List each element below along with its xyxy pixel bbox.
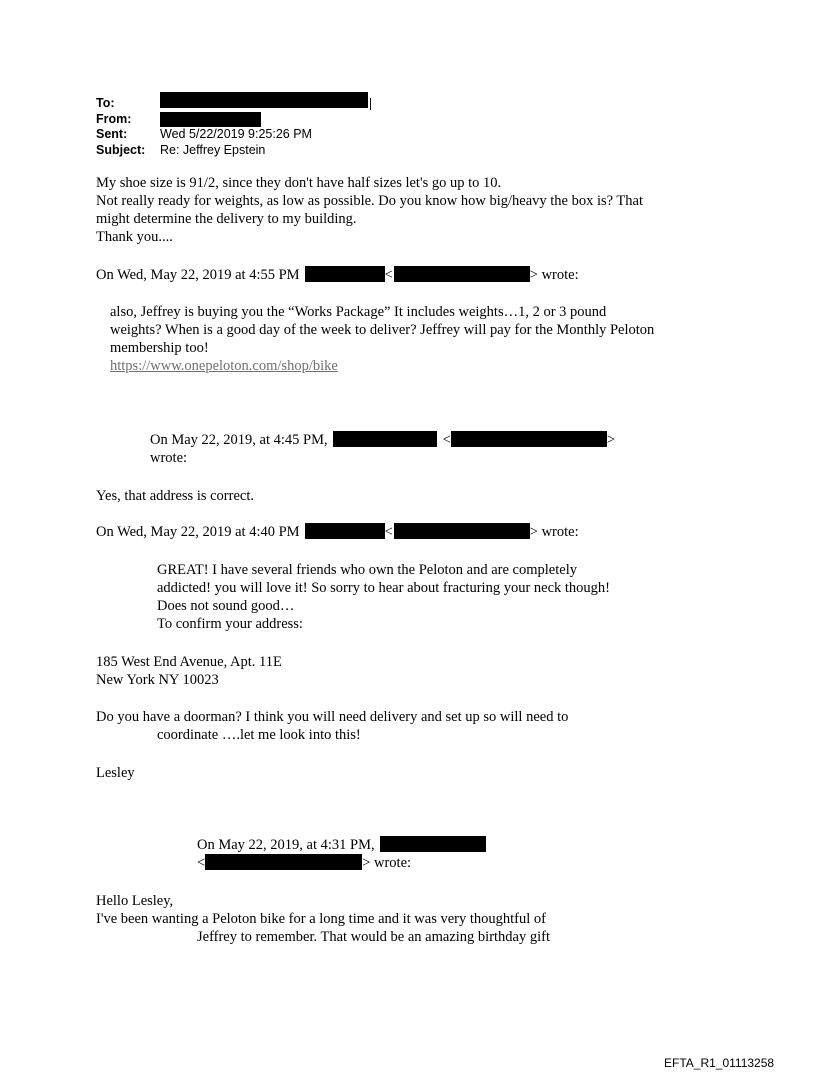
quote4-body — [96, 892, 550, 946]
wrote-text: > wrote: — [529, 267, 579, 283]
email-header — [96, 96, 371, 158]
bracket-open: < — [442, 432, 451, 448]
sent-row — [96, 127, 371, 143]
quote2-attribution — [150, 431, 615, 467]
quote-line: Does not sound good… — [157, 598, 295, 614]
to-row — [96, 96, 371, 112]
quote-line: GREAT! I have several friends who own the Peloton and are completely — [157, 562, 577, 578]
reply-line: Thank you.... — [96, 229, 173, 245]
quote-line: membership too! — [110, 340, 209, 356]
quote-line: To confirm your address: — [157, 616, 303, 632]
quote-line: Jeffrey to remember. That would be an amazing birthday gift — [197, 929, 550, 945]
subject-value: Re: Jeffrey Epstein — [160, 142, 266, 157]
greeting-line: Hello Lesley, — [96, 893, 174, 909]
quote3-attribution — [96, 523, 579, 541]
wrote-text: > wrote: — [529, 524, 579, 540]
bates-number: EFTA_R1_01113258 — [664, 1056, 775, 1070]
bracket-open: < — [197, 855, 206, 871]
redaction-bar — [305, 266, 385, 282]
from-label: From: — [96, 111, 132, 126]
signature: Lesley — [96, 765, 135, 781]
quote2-body: Yes, that address is correct. — [96, 488, 254, 504]
redaction-bar — [205, 854, 362, 870]
to-label: To: — [96, 96, 115, 110]
redaction-bar — [305, 523, 385, 539]
redaction-bar — [394, 266, 530, 282]
attribution-text: On May 22, 2019, at 4:31 PM, — [197, 837, 375, 853]
subject-label: Subject: — [96, 142, 146, 157]
quote3-body — [157, 561, 610, 633]
wrote-text: wrote: — [150, 450, 188, 466]
redaction-bar — [394, 523, 530, 539]
quote1-body — [110, 303, 654, 375]
sent-value: Wed 5/22/2019 9:25:26 PM — [160, 127, 312, 141]
doorman-line: Do you have a doorman? I think you will need delivery and set up so will need to — [96, 709, 569, 725]
redaction-bar — [380, 836, 486, 852]
subject-row — [96, 143, 371, 159]
address-block — [96, 653, 282, 689]
sent-label: Sent: — [96, 127, 128, 141]
attribution-text: On Wed, May 22, 2019 at 4:40 PM — [96, 524, 300, 540]
attribution-text: On May 22, 2019, at 4:45 PM, — [150, 432, 328, 448]
reply-line: My shoe size is 91/2, since they don't have half sizes let's go up to 10. — [96, 175, 502, 191]
redaction-bar — [160, 112, 261, 127]
reply-line: Not really ready for weights, as low as possible. Do you know how big/heavy the box is? That — [96, 193, 644, 209]
wrote-text: > wrote: — [362, 855, 412, 871]
quote1-attribution — [96, 266, 579, 284]
attribution-text: On Wed, May 22, 2019 at 4:55 PM — [96, 267, 300, 283]
address-line: New York NY 10023 — [96, 672, 219, 688]
quote-line: weights? When is a good day of the week to deliver? Jeffrey will pay for the Monthly Peloton — [110, 322, 655, 338]
redaction-bar — [160, 92, 368, 108]
bracket-mark — [370, 98, 371, 110]
bracket-open: < — [384, 524, 393, 540]
from-row — [96, 112, 371, 128]
doorman-line-continued: coordinate ….let me look into this! — [157, 727, 361, 743]
quote-line: addicted! you will love it! So sorry to hear about fracturing your neck though! — [157, 580, 611, 596]
reply-line: might determine the delivery to my building. — [96, 211, 357, 227]
quote4-attribution — [197, 836, 486, 872]
quote-line: I've been wanting a Peloton bike for a long time and it was very thoughtful of — [96, 911, 546, 927]
bracket-close: > — [606, 432, 615, 448]
reply-body — [96, 174, 643, 246]
redaction-bar — [451, 431, 607, 447]
peloton-link[interactable]: https://www.onepeloton.com/shop/bike — [110, 358, 338, 374]
bracket-open: < — [384, 267, 393, 283]
redaction-bar — [333, 431, 437, 447]
address-line: 185 West End Avenue, Apt. 11E — [96, 654, 282, 670]
quote-line: also, Jeffrey is buying you the “Works Package” It includes weights…1, 2 or 3 pound — [110, 304, 607, 320]
